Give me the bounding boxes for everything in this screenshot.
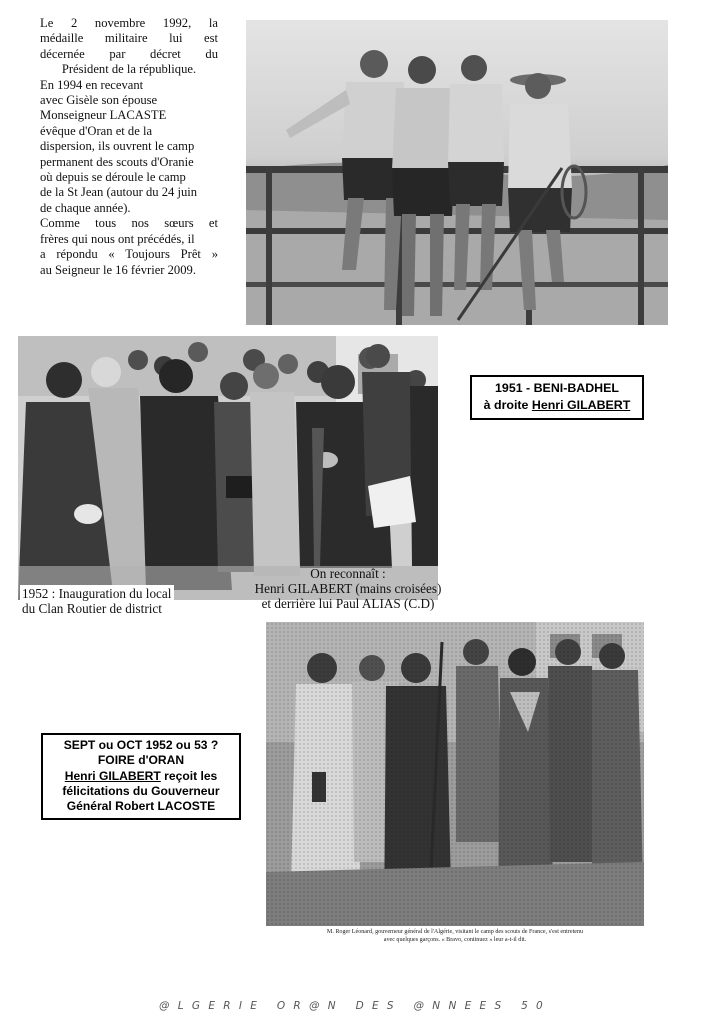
intro-line: évêque d'Oran et de la [40, 123, 153, 138]
caption-line: félicitations du Gouverneur [62, 783, 220, 798]
caption-line [43, 769, 239, 784]
intro-line: Le 2 novembre 1992, la [40, 16, 218, 30]
caption-line: FOIRE d'ORAN [97, 753, 185, 768]
caption-line: Henri GILABERT (mains croisées) [254, 581, 442, 596]
caption-line: 1952 : Inauguration du local [22, 586, 172, 601]
caption-line: 1951 - BENI-BADHEL [495, 381, 619, 395]
caption-name: Henri GILABERT [531, 398, 631, 412]
caption-name: Henri GILABERT [64, 768, 161, 783]
caption-line: Général Robert LACOSTE [66, 799, 216, 814]
photo-foire-oran-newspaper [266, 622, 644, 926]
caption-line: et derrière lui Paul ALIAS (C.D) [261, 596, 435, 611]
caption-line: On reconnaît : [310, 566, 386, 581]
intro-line: Comme tous nos sœurs et [40, 216, 218, 231]
intro-line: Président de la république. [61, 62, 197, 77]
intro-line: Monseigneur LACASTE [40, 108, 167, 123]
newspaper-caption [274, 929, 636, 944]
caption-line: du Clan Routier de district [22, 601, 162, 616]
page-footer: @LGERIE OR@N DES @NNEES 50 [158, 1000, 552, 1012]
intro-line: En 1994 en recevant [40, 77, 144, 92]
intro-line: au Seigneur le 16 février 2009. [40, 262, 196, 277]
intro-line: a répondu « Toujours Prêt » [40, 247, 218, 262]
intro-text [40, 16, 218, 278]
caption-suffix: reçoit les [160, 768, 218, 783]
caption-line [472, 397, 642, 414]
caption-foire-oran [41, 733, 241, 820]
intro-line: de chaque année). [40, 200, 131, 215]
caption-1951-beni-badhel [470, 375, 644, 420]
caption-line: avec quelques garçons. « Bravo, continuez » leur a-t-il dit. [383, 936, 527, 943]
photo-inauguration-crowd [18, 336, 438, 600]
intro-line: avec Gisèle son épouse [40, 93, 158, 108]
caption-1952-inauguration [20, 585, 174, 618]
caption-line: M. Roger Léonard, gouverneur général de l'Algérie, visitant le camp des scouts de France, s'est entretenu [326, 929, 584, 935]
photo-scouts-on-railing [246, 20, 668, 325]
caption-line: SEPT ou OCT 1952 ou 53 ? [63, 738, 219, 752]
intro-line: de la St Jean (autour du 24 juin [40, 185, 198, 200]
intro-line: frères qui nous ont précédés, il [40, 231, 195, 246]
intro-line: dispersion, ils ouvrent le camp [40, 139, 195, 154]
intro-line: où depuis se déroule le camp [40, 170, 186, 185]
caption-prefix: à droite [483, 398, 532, 412]
caption-on-reconnait [252, 566, 444, 611]
intro-line: décernée par décret du [40, 46, 218, 61]
intro-line: permanent des scouts d'Oranie [40, 154, 194, 169]
intro-line: médaille militaire lui est [40, 31, 218, 46]
